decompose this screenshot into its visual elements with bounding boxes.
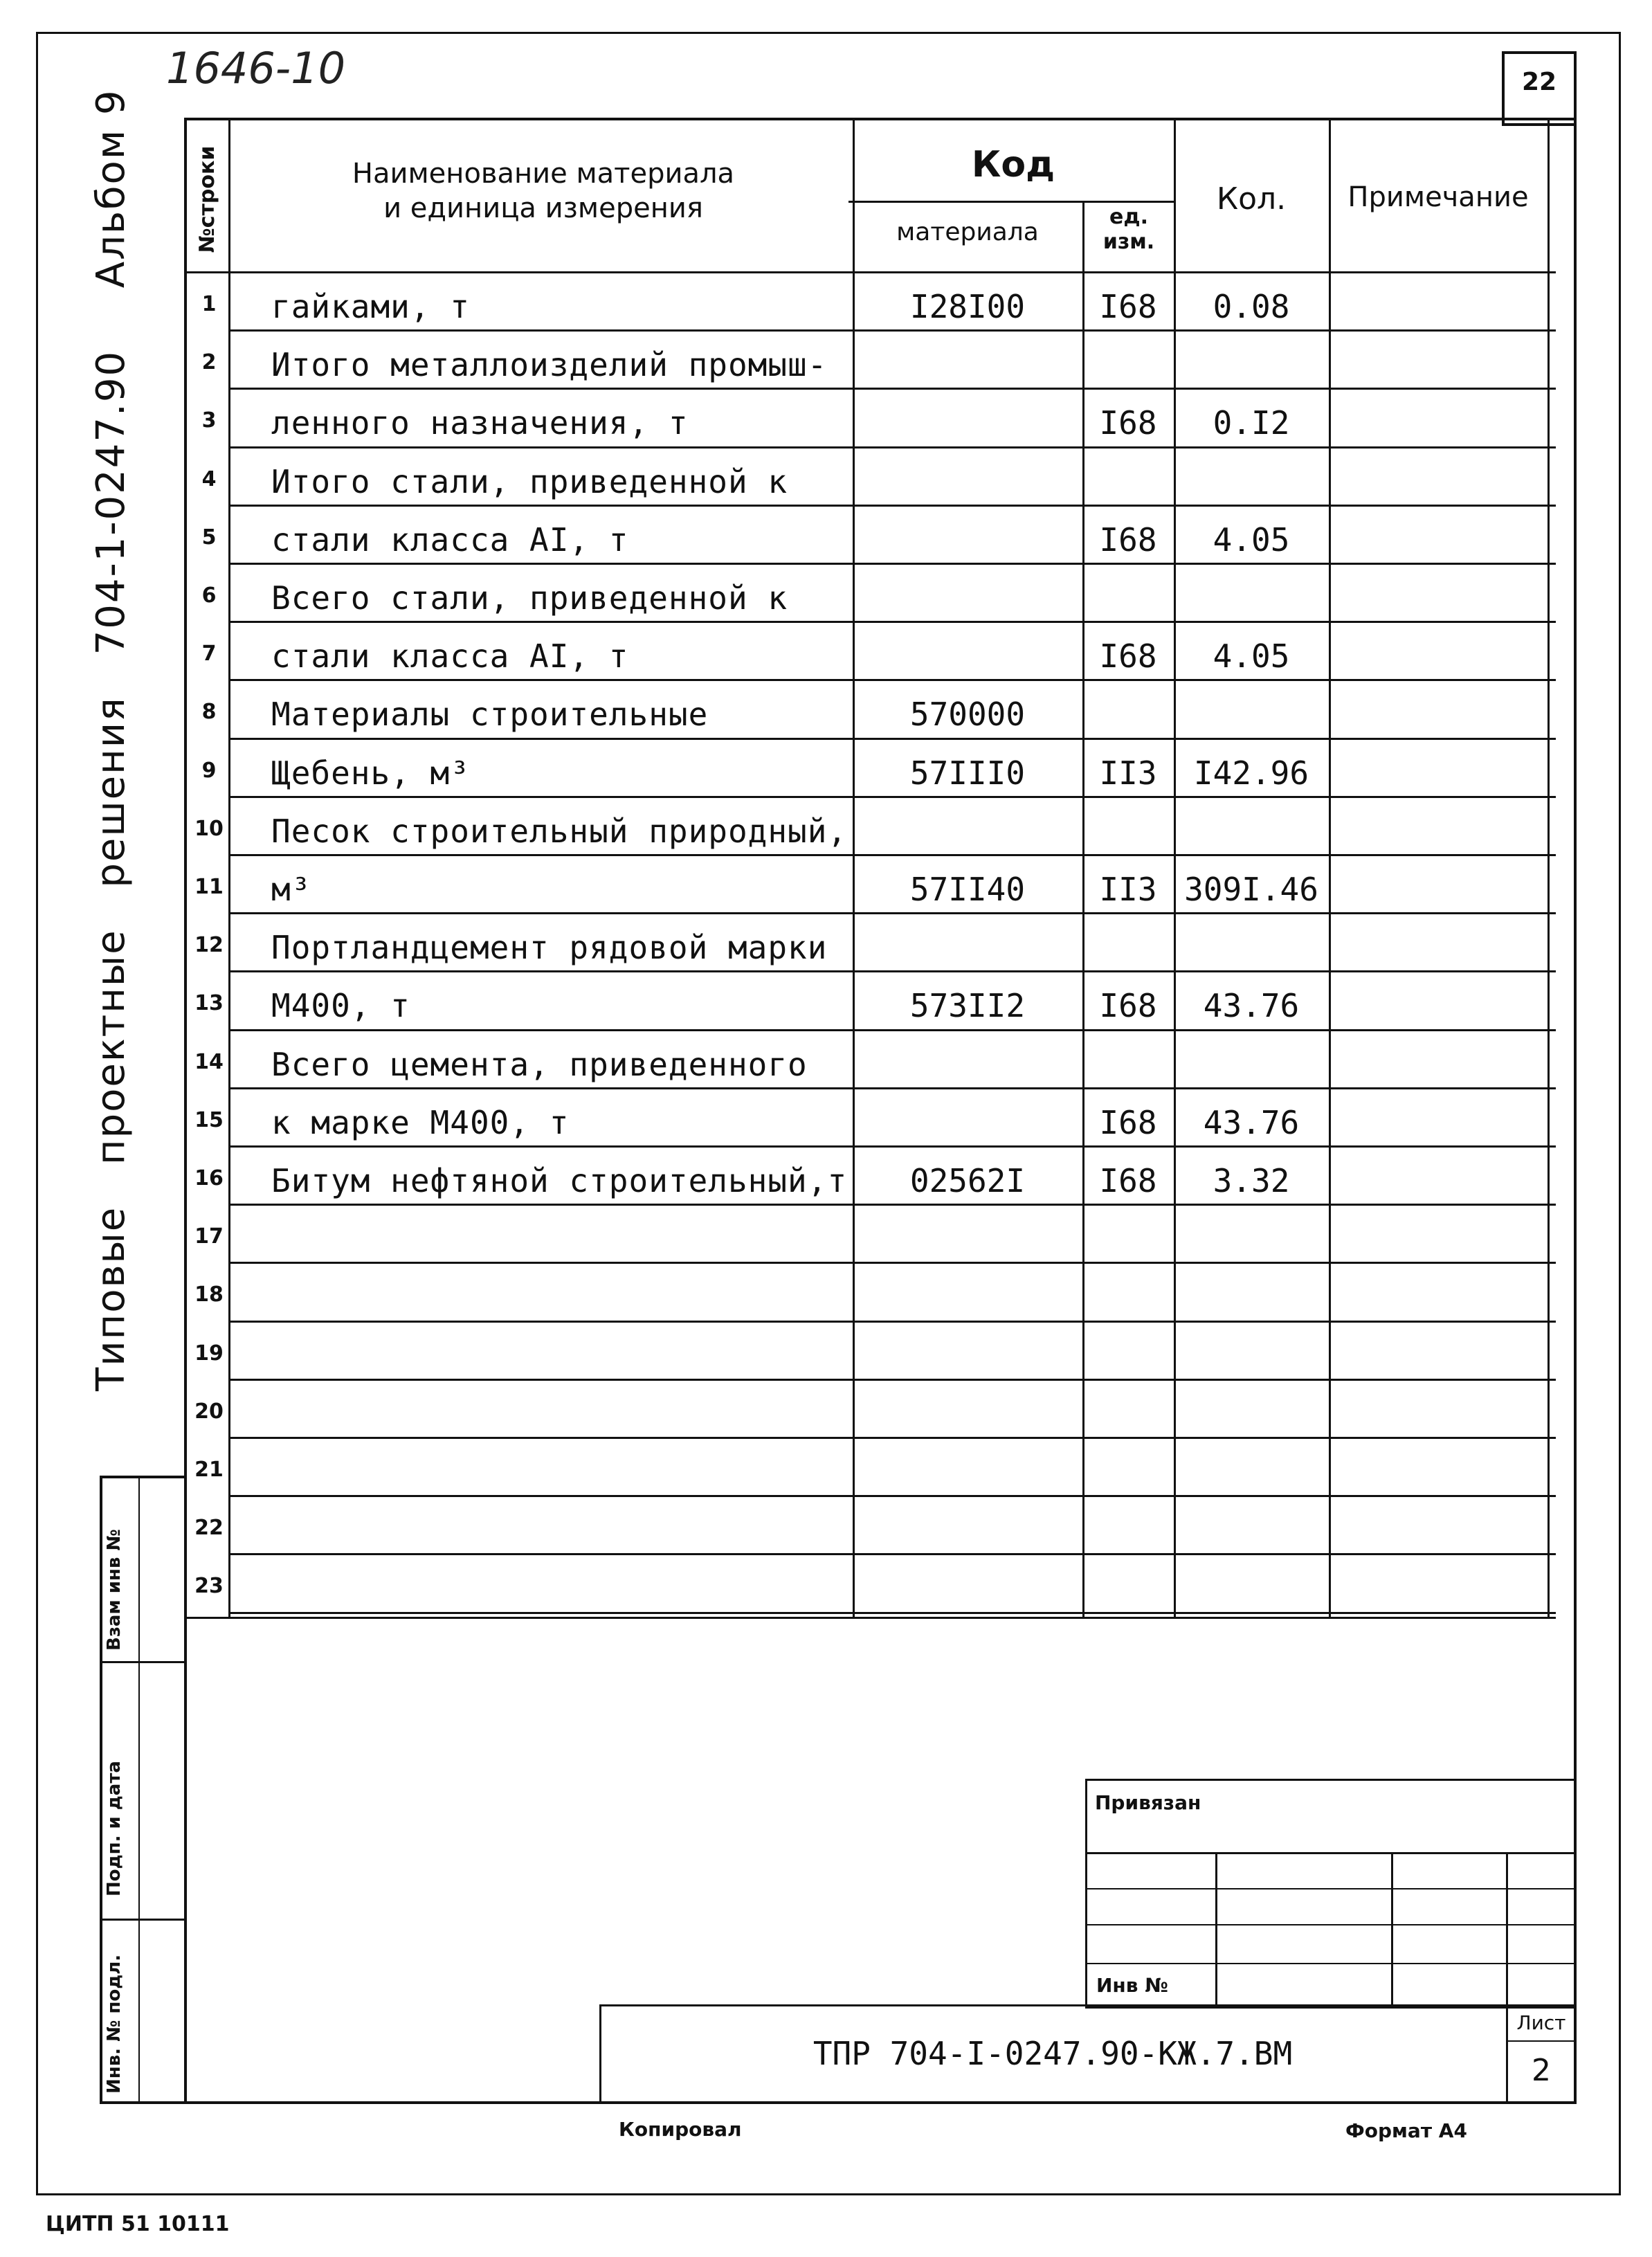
unit-code [1082,1029,1174,1087]
row-number: 17 [194,1224,224,1249]
privyazan-line-3 [1085,1924,1577,1925]
material-code: I28I00 [909,288,1026,325]
quantity [1174,796,1329,854]
material-code [853,1553,1082,1611]
material-name [271,1262,853,1320]
material-name: Итого стали, приведенной к [271,463,788,500]
note [1329,1553,1547,1611]
note [1329,621,1547,679]
material-name [271,1553,853,1611]
quantity: 43.76 [1203,1104,1300,1141]
material-name: Материалы строительные [271,696,709,733]
note [1329,854,1547,912]
unit-code [1082,563,1174,621]
side-title-part-3: решения [89,696,134,888]
note [1329,1145,1547,1204]
quantity [1174,446,1329,505]
unit-code [1082,1495,1174,1553]
quantity [1174,1262,1329,1320]
note [1329,970,1547,1028]
unit-code: II3 [1099,754,1157,792]
row-number: 13 [194,991,224,1015]
side-title-part-2: проектные [89,929,134,1166]
material-name [271,1204,853,1262]
material-code: 57III0 [909,754,1026,792]
quantity [1174,1495,1329,1553]
header-qty: Кол. [1216,181,1287,217]
header-code-group: Код [971,144,1055,185]
material-code: 573II2 [909,987,1026,1024]
material-code: 57II40 [909,871,1026,908]
material-name: м³ [271,871,311,908]
quantity [1174,1029,1329,1087]
quantity [1174,1437,1329,1495]
row-number: 21 [194,1458,224,1482]
material-name: Итого металлоизделий промыш- [271,346,828,383]
material-name [271,1379,853,1437]
quantity [1174,1379,1329,1437]
side-title-part-4: 704-1-0247.90 [89,350,134,655]
row-number: 2 [201,350,217,374]
row-number: 4 [201,467,217,491]
note [1329,563,1547,621]
col-line-rownum [228,118,230,1618]
note [1329,1437,1547,1495]
note [1329,388,1547,446]
unit-code: I68 [1099,987,1157,1024]
list-label-line [1506,2040,1577,2042]
row-number: 3 [201,408,217,433]
quantity [1174,563,1329,621]
privyazan-label: Привязан [1095,1791,1201,1814]
material-name: Щебень, м³ [271,754,470,792]
quantity: 309I.46 [1184,871,1318,908]
list-label: Лист [1516,2011,1566,2034]
quantity [1174,1553,1329,1611]
material-name: стали класса AI, т [271,637,629,675]
note [1329,1029,1547,1087]
row-number: 18 [194,1282,224,1307]
material-name: М400, т [271,987,410,1024]
row-number: 1 [201,292,217,316]
row-number: 19 [194,1341,224,1366]
material-code [853,505,1082,563]
row-number: 22 [194,1516,224,1540]
stamp-podp-data: Подп. и дата [104,1761,125,1896]
header-name: Наименование материала и единица измерения [352,158,735,224]
unit-code: I68 [1099,288,1157,325]
material-name: к марке М400, т [271,1104,570,1141]
quantity: 0.I2 [1213,404,1290,442]
material-name: Портландцемент рядовой марки [271,929,828,966]
left-stamp-divider [138,1476,140,2104]
unit-code: I68 [1099,1104,1157,1141]
unit-code [1082,446,1174,505]
designation-code: ТПР 704-I-0247.90-КЖ.7.ВМ [813,2035,1293,2072]
material-name: Песок строительный природный, [271,813,848,850]
material-code [853,796,1082,854]
quantity: 4.05 [1213,637,1290,675]
unit-code [1082,1553,1174,1611]
stamp-vzam-inv: Взам инв № [104,1529,125,1651]
footer-format: Формат А4 [1345,2119,1467,2142]
note [1329,505,1547,563]
corner-sheet-number: 22 [1521,68,1557,96]
material-code [853,1087,1082,1145]
privyazan-line-4 [1085,1963,1577,1964]
quantity: I42.96 [1193,754,1309,792]
quantity [1174,1321,1329,1379]
quantity: 3.32 [1213,1162,1290,1199]
material-code: 02562I [909,1162,1026,1199]
row-number: 7 [201,642,217,666]
unit-code: II3 [1099,871,1157,908]
stamp-inv-podl: Инв. № подл. [104,1954,125,2094]
header-code-material: материала [896,218,1039,246]
privyazan-line-2 [1085,1888,1577,1889]
unit-code [1082,1204,1174,1262]
row-number: 6 [201,583,217,608]
material-code [853,621,1082,679]
privyazan-col-3 [1506,1852,1508,2009]
unit-code [1082,1379,1174,1437]
list-value: 2 [1532,2053,1551,2088]
unit-code: I68 [1099,521,1157,559]
header-code-unit: ед. изм. [1102,205,1155,254]
material-code: 570000 [909,696,1026,733]
table-bottom [184,1617,1556,1619]
unit-code [1082,1321,1174,1379]
row-number: 8 [201,700,217,724]
quantity [1174,1204,1329,1262]
row-number: 20 [194,1399,224,1424]
material-code [853,1262,1082,1320]
material-code [853,563,1082,621]
handwritten-document-number: 1646-10 [166,43,346,93]
inv-no-label: Инв № [1096,1974,1168,1997]
note [1329,912,1547,970]
material-name: гайками, т [271,288,470,325]
material-code [853,446,1082,505]
unit-code [1082,679,1174,737]
privyazan-line-1 [1085,1852,1577,1854]
note [1329,271,1547,329]
unit-code [1082,1437,1174,1495]
row-separator [228,1612,1556,1614]
material-code [853,1204,1082,1262]
material-name: стали класса AI, т [271,521,629,559]
col-line-note [1547,118,1550,1618]
row-number: 9 [201,759,217,783]
unit-code [1082,1262,1174,1320]
quantity: 43.76 [1203,987,1300,1024]
row-number: 11 [194,875,224,899]
material-code [853,1321,1082,1379]
note [1329,1262,1547,1320]
material-code [853,912,1082,970]
quantity [1174,679,1329,737]
material-code [853,1437,1082,1495]
note [1329,1321,1547,1379]
quantity: 0.08 [1213,288,1290,325]
quantity: 4.05 [1213,521,1290,559]
unit-code: I68 [1099,404,1157,442]
row-number: 23 [194,1574,224,1598]
unit-code [1082,796,1174,854]
material-name: Битум нефтяной строительный,т [271,1162,848,1199]
material-name [271,1495,853,1553]
left-stamp-line-1 [100,1661,187,1663]
side-title-part-5: Альбом 9 [89,89,134,289]
note [1329,679,1547,737]
material-name [271,1321,853,1379]
note [1329,1204,1547,1262]
code-subheader-line [848,201,1174,203]
note [1329,1379,1547,1437]
note [1329,1087,1547,1145]
note [1329,1495,1547,1553]
unit-code [1082,912,1174,970]
row-number: 10 [194,817,224,841]
material-name: ленного назначения, т [271,404,689,442]
note [1329,446,1547,505]
footer-copied: Копировал [619,2118,742,2141]
quantity [1174,329,1329,388]
material-name: Всего стали, приведенной к [271,579,788,617]
privyazan-col-1 [1215,1852,1217,2009]
side-title [89,89,134,1392]
material-name: Всего цемента, приведенного [271,1046,808,1083]
row-number: 14 [194,1050,224,1074]
row-number: 15 [194,1108,224,1132]
left-stamp-line-2 [100,1919,187,1921]
header-row-no: №строки [195,145,219,253]
note [1329,329,1547,388]
unit-code: I68 [1099,637,1157,675]
privyazan-col-2 [1391,1852,1393,2009]
unit-code: I68 [1099,1162,1157,1199]
material-code [853,1379,1082,1437]
note [1329,796,1547,854]
material-code [853,329,1082,388]
row-number: 16 [194,1166,224,1190]
material-name [271,1437,853,1495]
note [1329,738,1547,796]
row-number: 12 [194,933,224,957]
unit-code [1082,329,1174,388]
material-code [853,1495,1082,1553]
row-number: 5 [201,525,217,550]
footer-printer: ЦИТП 51 10111 [46,2212,230,2236]
material-code [853,388,1082,446]
side-title-part-1: Типовые [89,1206,134,1391]
material-code [853,1029,1082,1087]
header-note: Примечание [1347,181,1529,213]
quantity [1174,912,1329,970]
